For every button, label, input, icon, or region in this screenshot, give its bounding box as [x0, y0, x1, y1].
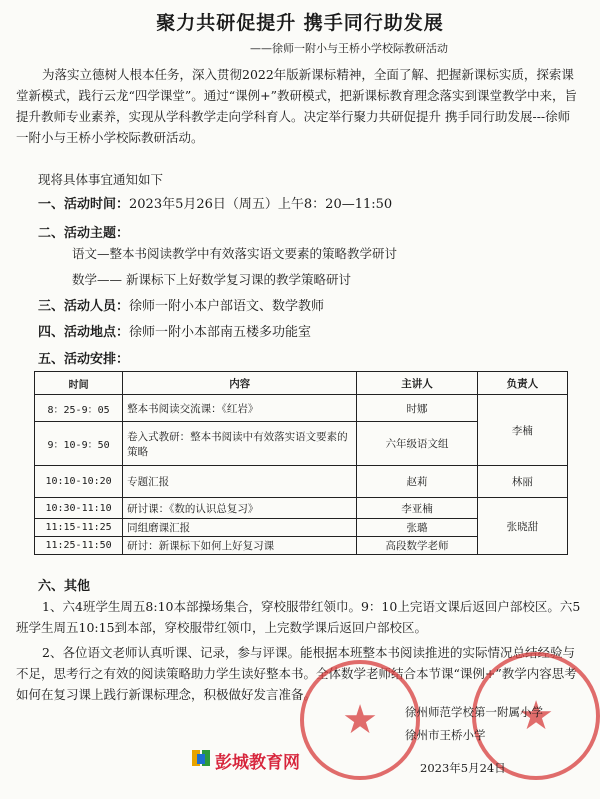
row-time: 8：25-9：05 — [35, 395, 123, 422]
row-content: 研讨：新课标下如何上好复习课 — [123, 537, 357, 555]
theme-chinese: 语文—整本书阅读教学中有效落实语文要素的策略教学研讨 — [72, 246, 398, 261]
section-time-label: 一、活动时间： — [38, 197, 130, 212]
row-time: 9：10-9：50 — [35, 422, 123, 466]
other-item-2: 2、各位语文老师认真听课、记录，参与评课。能根据本班整本书阅读推进的实际情况总结经验与不足，思考行之有效的阅读策略助力学生读好整本书。全体数学老师结合本节课“课例+”教学内容思考如何在复习课上践行新课标理念，积极做好发言准备。 — [16, 645, 577, 702]
section-place-label: 四、活动地点： — [38, 325, 130, 340]
row-lead: 张晓甜 — [477, 498, 567, 555]
signature-org-1: 徐州师范学校第一附属小学 — [405, 705, 543, 719]
header-lead: 负责人 — [477, 372, 567, 395]
row-content: 研讨课：《数的认识总复习》 — [123, 498, 357, 519]
row-content: 同组磨课汇报 — [123, 519, 357, 537]
table-row — [35, 395, 568, 422]
row-content: 专题汇报 — [123, 466, 357, 498]
row-speaker: 时娜 — [357, 395, 478, 422]
row-lead: 林丽 — [477, 466, 567, 498]
row-speaker: 张璐 — [357, 519, 478, 537]
document-subtitle: ——徐师一附小与王桥小学校际教研活动 — [250, 42, 448, 55]
signature-org-2: 徐州市王桥小学 — [405, 728, 486, 742]
section-theme-label: 二、活动主题： — [38, 226, 130, 241]
table-row — [35, 498, 568, 519]
document-title: 聚力共研促提升 携手同行助发展 — [156, 12, 444, 34]
row-time: 10:30-11:10 — [35, 498, 123, 519]
row-time: 11:25-11:50 — [35, 537, 123, 555]
row-content: 卷入式教研：整本书阅读中有效落实语文要素的策略 — [123, 422, 357, 466]
header-content: 内容 — [123, 372, 357, 395]
watermark-text: 彭城教育网 — [215, 753, 300, 773]
row-time: 10:10-10:20 — [35, 466, 123, 498]
row-speaker: 赵莉 — [357, 466, 478, 498]
row-content: 整本书阅读交流课：《红岩》 — [123, 395, 357, 422]
row-speaker: 高段数学老师 — [357, 537, 478, 555]
section-time-value: 2023年5月26日（周五）上午8：20—11:50 — [129, 197, 393, 212]
row-speaker: 六年级语文组 — [357, 422, 478, 466]
intro-paragraph: 为落实立德树人根本任务，深入贯彻2022年版新课标精神，全面了解、把握新课标实质，探索课堂新模式，践行云龙“四学课堂”。通过“课例+”教研模式，把新课标教育理念落实到课堂教学中来，旨提升教师专业素养，实现从学科教学走向学科育人。决定举行聚力共研促提升 携手同行助发展---徐师一附小与王桥小学校际教研活动。 — [16, 67, 578, 145]
section-place-value: 徐师一附小本部南五楼多功能室 — [129, 325, 312, 340]
schedule-header-row — [35, 372, 568, 395]
seal-star-icon: ★ — [518, 693, 554, 739]
other-item-1: 1、六4班学生周五8:10本部操场集合，穿校服带红领巾。9：10上完语文课后返回户部校区。六5班学生周五10:15到本部，穿校服带红领巾，上完数学课后返回户部校区。 — [16, 599, 581, 635]
school-seal-1 — [300, 660, 420, 780]
schedule-table — [34, 371, 568, 555]
section-schedule-label: 五、活动安排： — [38, 352, 130, 367]
section-place — [38, 321, 311, 340]
header-time: 时间 — [35, 372, 123, 395]
section-other-label: 六、其他 — [38, 579, 91, 594]
theme-math: 数学—— 新课标下上好数学复习课的教学策略研讨 — [72, 272, 351, 287]
row-time: 11:15-11:25 — [35, 519, 123, 537]
row-speaker: 李亚楠 — [357, 498, 478, 519]
watermark-logo-icon — [191, 748, 211, 768]
seal-star-icon: ★ — [342, 697, 378, 743]
signature-date: 2023年5月24日 — [420, 761, 506, 775]
section-time — [38, 193, 392, 212]
table-row — [35, 466, 568, 498]
row-lead: 李楠 — [477, 395, 567, 466]
notice-line: 现将具体事宜通知如下 — [38, 172, 164, 187]
section-people — [38, 295, 324, 314]
header-speaker: 主讲人 — [357, 372, 478, 395]
section-people-value: 徐师一附小本户部语文、数学教师 — [129, 299, 325, 314]
section-people-label: 三、活动人员： — [38, 299, 130, 314]
